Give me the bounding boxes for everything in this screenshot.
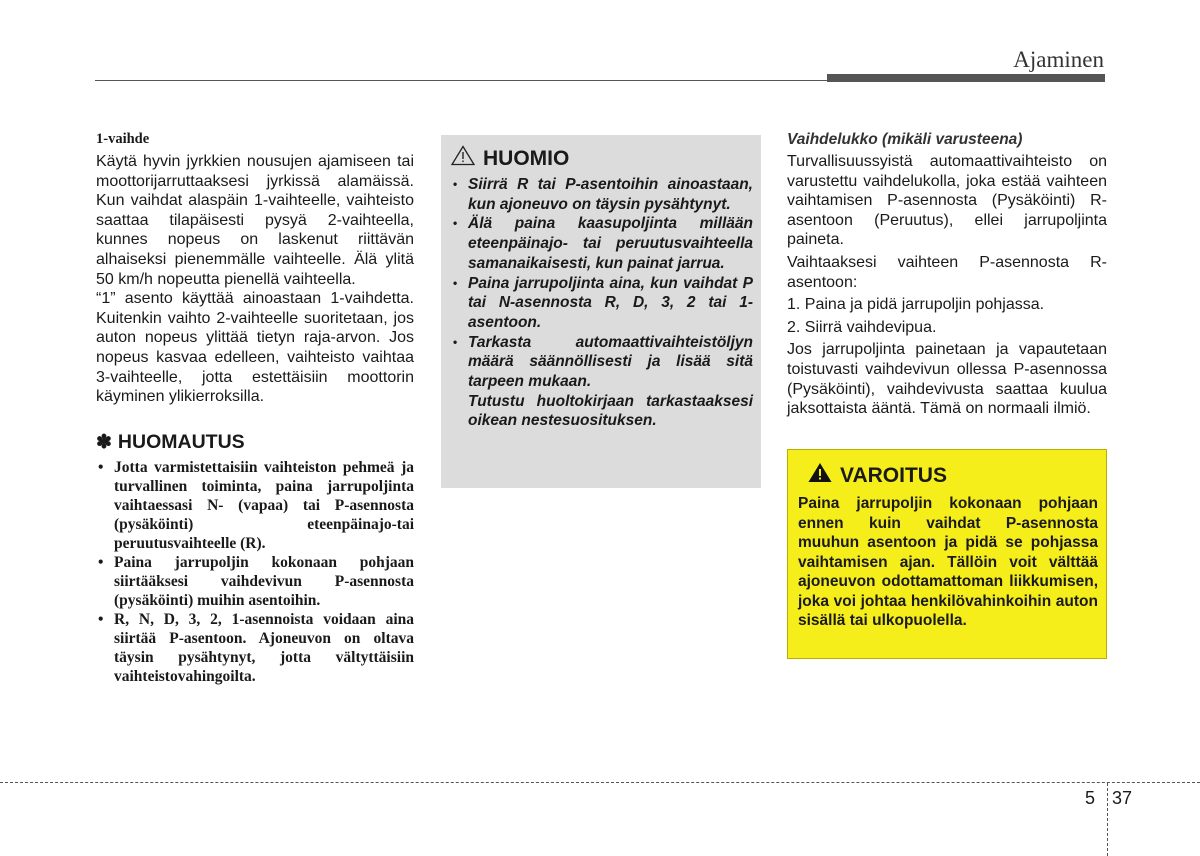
- list-item: • Tarkasta automaattivaihteistöljyn määrä säännöllisesti ja lisää sitä tarpeen mukaan.: [451, 333, 753, 392]
- chapter-number: 5: [1085, 788, 1096, 808]
- warning-text: Paina jarrupoljin kokonaan pohjaan ennen kuin vaihdat P-asennosta muuhun asentoon ja pidä se pohjassa vaihtamisen ajan. Tällöin voit välttää ajoneuvon odottamattoman liikkumisen, joka voi johtaa henkilövahinkoihin auton sisällä tai ulkopuolella.: [798, 495, 1098, 629]
- caution-title: HUOMIO: [483, 146, 570, 170]
- column-left: [96, 131, 414, 686]
- list-item: • R, N, D, 3, 2, 1-asennoista voidaan aina siirtää P-asentoon. Ajoneuvon on oltava täysin pysähtynyt, jotta vältyttäisiin vaihteistovahingoilta.: [96, 610, 414, 686]
- paragraph: Jos jarrupoljinta painetaan ja vapautetaan toistuvasti vaihdevivun ollessa P-asennossa (Pysäköinti), vaihdevivusta saattaa kuulua jaksottaista ääntä. Tämä on normaali ilmiö.: [787, 341, 1107, 418]
- section-title: Ajaminen: [1013, 47, 1104, 72]
- note-title: HUOMAUTUS: [117, 430, 245, 453]
- paragraph: “1” asento käyttää ainoastaan 1-vaihdetta. Kuitenkin vaihto 2-vaihteelle suoritetaan, jos auton nopeus ylittää tietyn raja-arvon. Jos nopeus kasvaa edelleen, vaihteisto vaihtaa 3-vaihteelle, jotta estettäisiin moottorin käyminen ylikierroksilla.: [96, 290, 414, 406]
- caution-triangle-icon: [451, 145, 475, 172]
- column-right: [787, 131, 1107, 419]
- footer-dashed-divider: [1107, 783, 1108, 856]
- paragraph: 2. Siirrä vaihdevipua.: [787, 318, 937, 336]
- body-text-left: [96, 152, 414, 407]
- section-heading-1-vaihde: 1-vaihde: [96, 131, 150, 147]
- warning-title: VAROITUS: [840, 463, 947, 487]
- list-item: • Paina jarrupoljin kokonaan pohjaan siirtääksesi vaihdevivun P-asennosta (pysäköinti) muihin asentoihin.: [96, 553, 414, 610]
- caution-list: [451, 175, 753, 392]
- list-item: • Siirrä R tai P-asentoihin ainoastaan, kun ajoneuvo on täysin pysähtynyt.: [451, 175, 753, 214]
- section-heading-vaihdelukko: Vaihdelukko (mikäli varusteena): [787, 131, 1023, 148]
- list-item: • Jotta varmistettaisiin vaihteiston pehmeä ja turvallinen toiminta, paina jarrupoljinta vaihtaessasi N- (vapaa) tai P-asennosta (pysäköinti) eteenpäinajo-tai peruutusvaihteelle (R).: [96, 458, 414, 553]
- list-item: • Älä paina kaasupoljinta millään eteenpäinajo- tai peruutusvaihteella samanaikaisesti, kun painat jarrua.: [451, 214, 753, 273]
- warning-heading: [798, 462, 1098, 489]
- note-heading: [96, 431, 414, 454]
- page-number: 37: [1112, 788, 1133, 808]
- note-list: [96, 458, 414, 686]
- asterisk-icon: ✽: [96, 431, 112, 453]
- paragraph: Käytä hyvin jyrkkien nousujen ajamiseen tai moottorijarruttaaksesi jyrkissä alamäissä. Kun vaihdat alaspäin 1-vaihteelle, vaihteisto saattaa tilapäisesti pysyä 2-vaihteella, kunnes nopeus on laskenut riittävän alhaiseksi pienemmälle vaihteelle. Älä ylitä 50 km/h nopeutta pienellä vaihteella.: [96, 153, 414, 288]
- body-text-right: [787, 152, 1107, 419]
- warning-box: [787, 449, 1107, 659]
- caution-box: [441, 135, 761, 488]
- warning-triangle-icon: [808, 462, 832, 489]
- paragraph: Turvallisuussyistä automaattivaihteisto on varustettu vaihdelukolla, joka estää vaihteen vaihtamisen P-asennosta (Pysäköinti) R-asentoon (Peruutus), ellei jarrupoljinta paineta.: [787, 153, 1107, 249]
- footer-dashed-rule: [0, 782, 1200, 783]
- header-rule-thick: [827, 74, 1105, 82]
- paragraph: 1. Paina ja pidä jarrupoljin pohjassa.: [787, 296, 1045, 314]
- caution-extra-text: Tutustu huoltokirjaan tarkastaaksesi oikean nestesuosituksen.: [468, 392, 753, 430]
- list-item: • Paina jarrupoljinta aina, kun vaihdat P tai N-asennosta R, D, 3, 2 tai 1-asentoon.: [451, 274, 753, 333]
- caution-heading: [451, 145, 753, 172]
- header-rule-thin: [95, 80, 827, 81]
- paragraph: Vaihtaaksesi vaihteen P-asennosta R-asentoon:: [787, 253, 1107, 291]
